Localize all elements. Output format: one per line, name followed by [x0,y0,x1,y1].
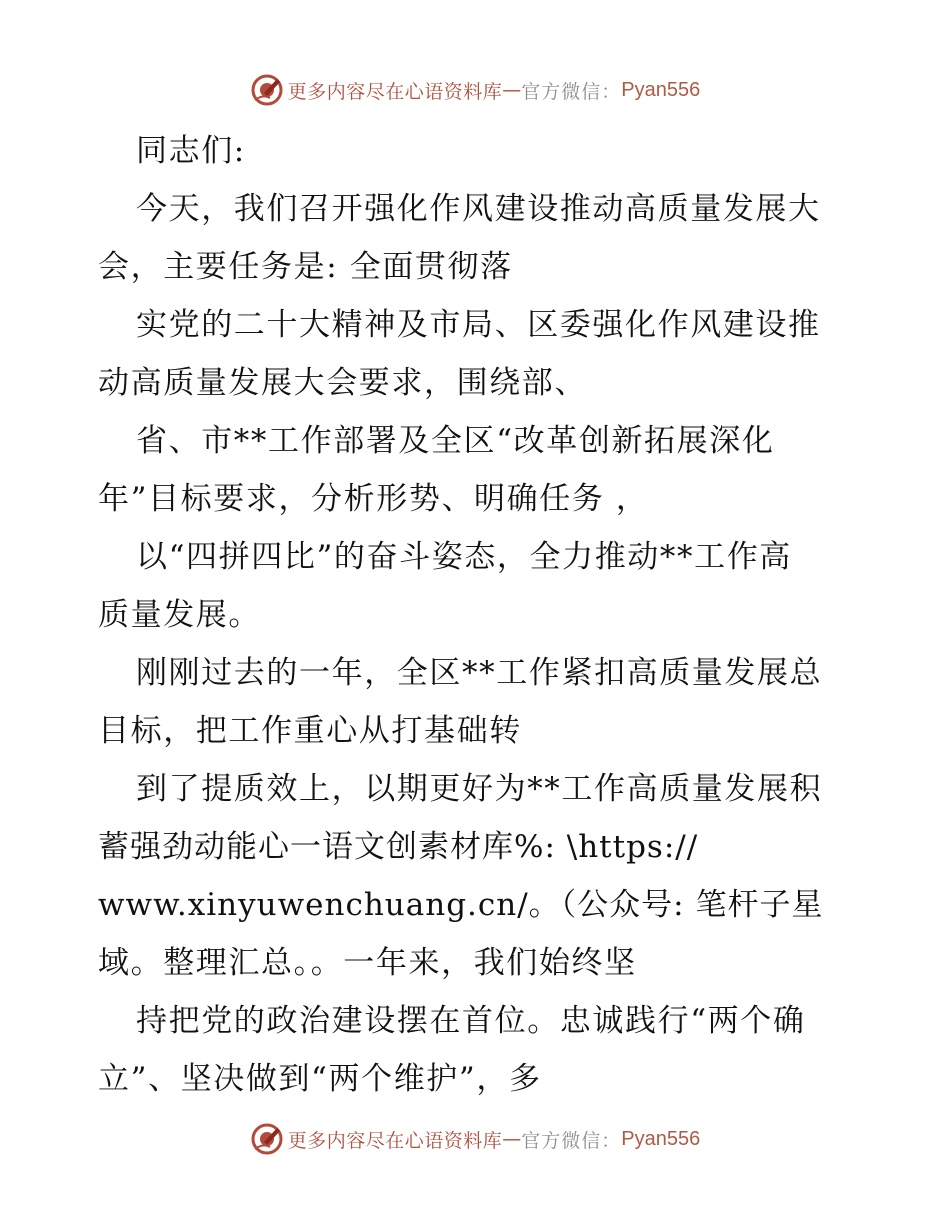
footer-promo-text: 更多内容尽在心语资料库 [287,1129,503,1152]
header-separator: — [502,79,522,101]
text-line: 同志们: [136,133,246,169]
text-line: 目标，把工作重心从打基础转 [98,713,522,749]
text-line: 到了提质效上，以期更好为**工作高质量发展积 [136,771,823,807]
text-line: 域。整理汇总。。一年来，我们始终坚 [98,945,637,981]
text-line: 以“四拼四比”的奋斗姿态，全力推动**工作高 [136,539,792,575]
footer-wechat-id: Pyan556 [621,1127,701,1150]
speech-body [98,122,858,1108]
footer-separator: — [502,1128,522,1150]
logo-icon [250,1122,284,1156]
text-line: 今天，我们召开强化作风建设推动高质量发展大 [136,191,821,227]
text-line: 持把党的政治建设摆在首位。忠诚践行“两个确 [136,1003,806,1039]
header-banner [0,70,950,110]
footer-official-label: 官方微信： [521,1129,622,1152]
text-line: 刚刚过去的一年，全区**工作紧扣高质量发展总 [136,655,823,691]
text-line: www.xinyuwenchuang.cn/。（公众号: 笔杆子星 [98,887,824,923]
text-line: 蓄强劲动能心一语文创素材库%: \https:// [98,829,699,865]
text-line: 年”目标要求，分析形势、明确任务 ， [98,481,649,517]
header-promo-text: 更多内容尽在心语资料库 [287,80,503,103]
header-official-label: 官方微信： [521,80,622,103]
logo-icon [250,73,284,107]
header-wechat-id: Pyan556 [621,78,701,101]
text-line: 质量发展。 [98,597,261,633]
text-line: 动高质量发展大会要求，围绕部、 [98,365,587,401]
text-line: 实党的二十大精神及市局、区委强化作风建设推 [136,307,821,343]
text-line: 立”、坚决做到“两个维护”，多 [98,1061,542,1097]
text-line: 会，主要任务是: 全面贯彻落 [98,249,513,285]
text-line: 省、市**工作部署及全区“改革创新拓展深化 [136,423,775,459]
footer-banner [0,1119,950,1159]
